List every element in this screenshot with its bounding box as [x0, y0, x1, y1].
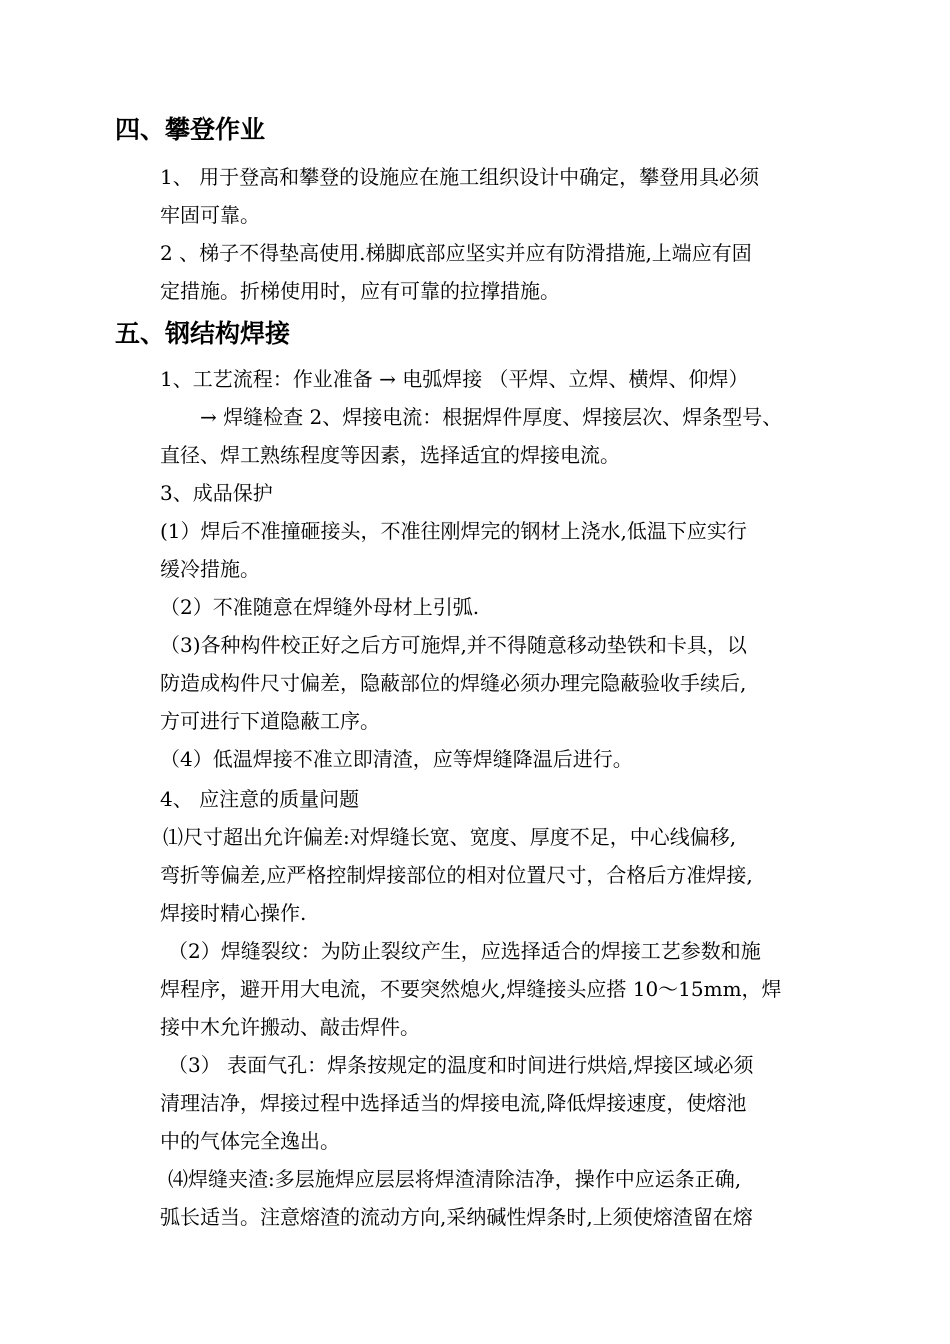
paragraph-line: 缓冷措施。 — [160, 557, 260, 581]
paragraph-line: → 焊缝检查 2、焊接电流：根据焊件厚度、焊接层次、焊条型号、 — [200, 405, 783, 429]
paragraph-line: 焊接时精心操作. — [160, 901, 307, 925]
paragraph-line: （2）不准随意在焊缝外母材上引弧. — [160, 595, 480, 619]
paragraph-line: 方可进行下道隐蔽工序。 — [160, 709, 380, 733]
paragraph-line: 中的气体完全逸出。 — [160, 1129, 340, 1153]
paragraph-line: ⑷焊缝夹渣:多层施焊应层层将焊渣清除洁净，操作中应运条正确, — [168, 1167, 742, 1191]
paragraph-line: 清理洁净，焊接过程中选择适当的焊接电流,降低焊接速度，使熔池 — [160, 1091, 747, 1115]
paragraph-line: 直径、焊工熟练程度等因素，选择适宜的焊接电流。 — [160, 443, 620, 467]
paragraph-line: 4、 应注意的质量问题 — [160, 787, 360, 811]
paragraph-line: （2）焊缝裂纹：为防止裂纹产生，应选择适合的焊接工艺参数和施 — [168, 939, 761, 963]
paragraph-line: (1）焊后不准撞砸接头，不准往刚焊完的钢材上浇水,低温下应实行 — [160, 519, 747, 543]
paragraph-line: 弧长适当。注意熔渣的流动方向,采纳碱性焊条时,上须使熔渣留在熔 — [160, 1205, 753, 1229]
paragraph-line: 接中木允许搬动、敲击焊件。 — [160, 1015, 420, 1039]
paragraph-line: 焊程序，避开用大电流，不要突然熄火,焊缝接头应搭 10～15mm，焊 — [160, 977, 782, 1001]
paragraph-line: 1、工艺流程：作业准备 → 电弧焊接 （平焊、立焊、横焊、仰焊） — [160, 367, 749, 391]
paragraph-line: 定措施。折梯使用时，应有可靠的拉撑措施。 — [160, 279, 560, 303]
paragraph-line: 2 、梯子不得垫高使用.梯脚底部应坚实并应有防滑措施,上端应有固 — [160, 241, 752, 265]
paragraph-line: 牢固可靠。 — [160, 203, 260, 227]
section-heading-welding: 五、钢结构焊接 — [115, 319, 291, 348]
paragraph-line: （3)各种构件校正好之后方可施焊,并不得随意移动垫铁和卡具，以 — [160, 633, 747, 657]
paragraph-line: （3） 表面气孔：焊条按规定的温度和时间进行烘焙,焊接区域必须 — [168, 1053, 754, 1077]
paragraph-line: 3、成品保护 — [160, 481, 273, 505]
paragraph-line: 防造成构件尺寸偏差，隐蔽部位的焊缝必须办理完隐蔽验收手续后, — [160, 671, 747, 695]
section-heading-climbing: 四、攀登作业 — [115, 115, 266, 144]
paragraph-line: 1、 用于登高和攀登的设施应在施工组织设计中确定，攀登用具必须 — [160, 165, 760, 189]
paragraph-line: （4）低温焊接不准立即清渣，应等焊缝降温后进行。 — [160, 747, 633, 771]
paragraph-line: ⑴尺寸超出允许偏差:对焊缝长宽、宽度、厚度不足，中心线偏移, — [163, 825, 737, 849]
paragraph-line: 弯折等偏差,应严格控制焊接部位的相对位置尺寸，合格后方准焊接, — [160, 863, 753, 887]
